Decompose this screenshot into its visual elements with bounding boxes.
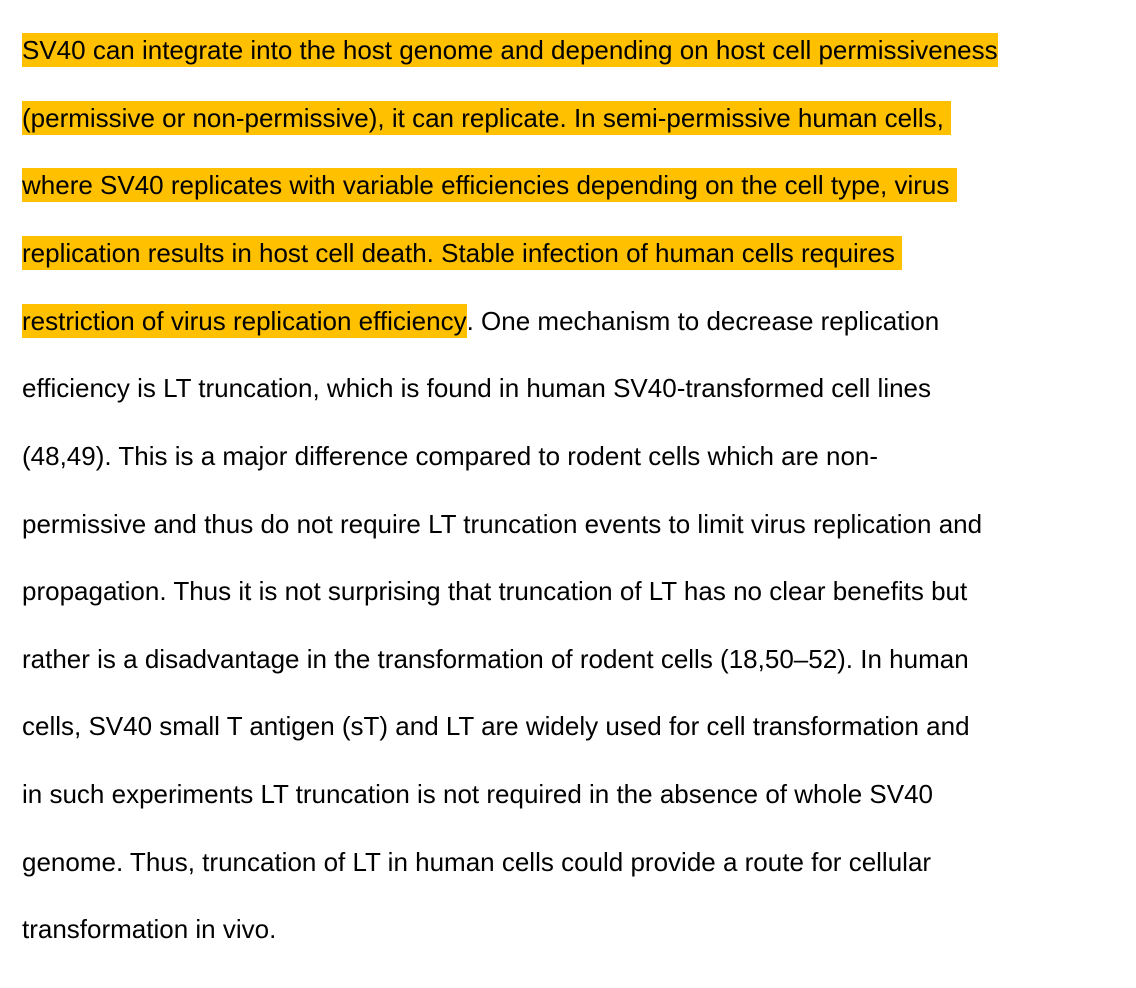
text-line-7: [22, 439, 878, 473]
text-line-9: [22, 574, 967, 608]
plain-text: transformation in vivo.: [22, 914, 277, 944]
text-line-11: [22, 709, 970, 743]
plain-text: in such experiments LT truncation is not required in the absence of whole SV40: [22, 779, 934, 809]
plain-text: . One mechanism to decrease replication: [466, 306, 940, 336]
highlighted-text: restriction of virus replication efficiency: [22, 306, 467, 336]
text-line-8: [22, 507, 982, 541]
plain-text: genome. Thus, truncation of LT in human cells could provide a route for cellular: [22, 847, 932, 877]
text-line-6: [22, 371, 931, 405]
plain-text: propagation. Thus it is not surprising that truncation of LT has no clear benefits but: [22, 576, 968, 606]
highlighted-text: where SV40 replicates with variable efficiencies depending on the cell type, virus: [22, 170, 957, 200]
text-line-5: [22, 304, 939, 338]
highlighted-text: (permissive or non-permissive), it can replicate. In semi-permissive human cells,: [22, 103, 952, 133]
plain-text: (48,49). This is a major difference compared to rodent cells which are non-: [22, 441, 879, 471]
text-line-1: [22, 33, 998, 67]
plain-text: permissive and thus do not require LT truncation events to limit virus replication and: [22, 509, 983, 539]
highlighted-text: replication results in host cell death. Stable infection of human cells requires: [22, 238, 903, 268]
plain-text: rather is a disadvantage in the transformation of rodent cells (18,50–52). In human: [22, 644, 969, 674]
text-line-14: [22, 912, 276, 946]
plain-text: efficiency is LT truncation, which is found in human SV40-transformed cell lines: [22, 373, 932, 403]
text-line-13: [22, 845, 931, 879]
text-line-10: [22, 642, 969, 676]
text-line-4: [22, 236, 902, 270]
highlighted-text: SV40 can integrate into the host genome and depending on host cell permissiveness: [22, 35, 998, 65]
plain-text: cells, SV40 small T antigen (sT) and LT are widely used for cell transformation and: [22, 711, 970, 741]
text-line-12: [22, 777, 933, 811]
text-line-2: [22, 101, 951, 135]
text-line-3: [22, 168, 957, 202]
